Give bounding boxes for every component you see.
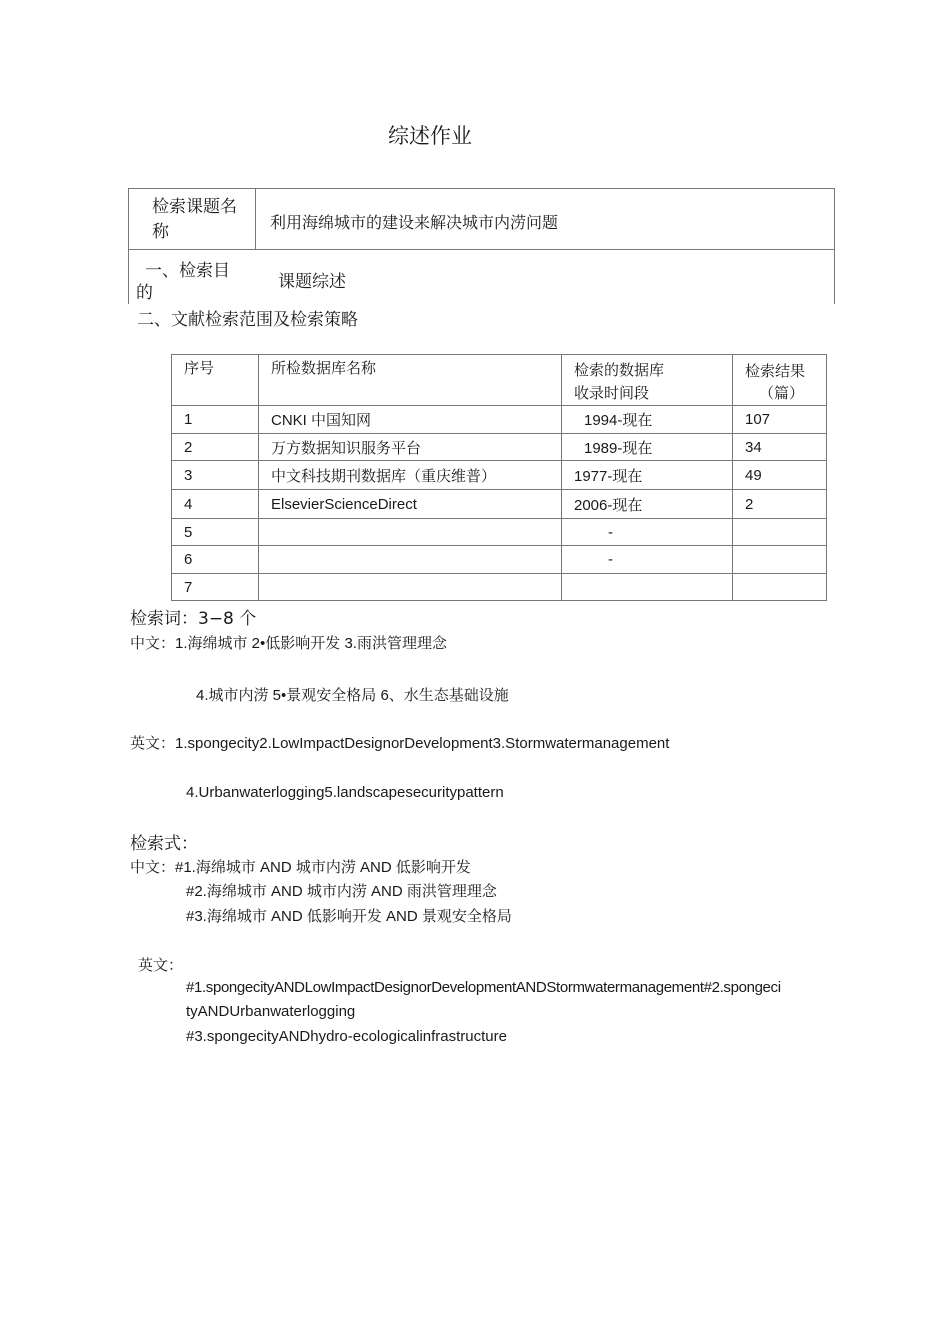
query-zh-3: #3.海绵城市 AND 低影响开发 AND 景观安全格局 — [186, 908, 512, 925]
purpose-label: 一、检索目 — [145, 261, 230, 281]
cell-period: - — [562, 546, 733, 574]
cell-result — [733, 574, 827, 601]
page-title: 综述作业 — [388, 124, 472, 148]
query-en-2: tyANDUrbanwaterlogging — [186, 1003, 356, 1020]
cell-no: 6 — [172, 546, 259, 574]
query-en-label: 英文： — [138, 957, 184, 974]
keywords-en-line1: 英文：1.spongecity2.LowImpactDesignorDevelopment3.Stormwatermanagement — [130, 735, 670, 752]
table-row — [172, 490, 827, 519]
topic-label-cont: 称 — [152, 222, 169, 242]
header-result — [733, 355, 827, 406]
cell-name: 中文科技期刊数据库（重庆维普） — [259, 461, 562, 490]
table-row — [172, 519, 827, 546]
header-name: 所检数据库名称 — [259, 355, 562, 406]
section-heading: 二、文献检索范围及检索策略 — [137, 310, 358, 330]
table-header-row — [172, 355, 827, 406]
query-en-3: #3.spongecityANDhydro-ecologicalinfrastructure — [186, 1028, 507, 1045]
cell-name: CNKI 中国知网 — [259, 406, 562, 434]
query-zh-1: 中文：#1.海绵城市 AND 城市内涝 AND 低影响开发 — [130, 859, 471, 876]
cell-period: 1977-现在 — [562, 461, 733, 490]
cell-no: 1 — [172, 406, 259, 434]
keywords-en-line2: 4.Urbanwaterlogging5.landscapesecuritypattern — [186, 784, 504, 801]
purpose-value: 课题综述 — [278, 272, 346, 292]
keywords-heading: 检索词：3−8 个 — [130, 609, 257, 629]
cell-name — [259, 546, 562, 574]
database-table — [171, 354, 827, 601]
cell-result: 2 — [733, 490, 827, 519]
topic-value: 利用海绵城市的建设来解决城市内涝问题 — [270, 213, 559, 232]
cell-period: 1989-现在 — [562, 434, 733, 461]
cell-result — [733, 519, 827, 546]
table-row — [172, 461, 827, 490]
cell-result: 49 — [733, 461, 827, 490]
cell-no: 3 — [172, 461, 259, 490]
cell-no: 7 — [172, 574, 259, 601]
cell-period: - — [562, 519, 733, 546]
header-period-line1: 检索的数据库 — [574, 362, 665, 379]
header-result-line1: 检索结果 — [745, 363, 806, 380]
table-row — [172, 574, 827, 601]
cell-period: 2006-现在 — [562, 490, 733, 519]
table-row — [172, 406, 827, 434]
cell-result: 107 — [733, 406, 827, 434]
header-period — [562, 355, 733, 406]
keywords-zh-line1: 中文：1.海绵城市 2•低影响开发 3.雨洪管理理念 — [130, 635, 447, 652]
cell-no: 5 — [172, 519, 259, 546]
table-row — [172, 546, 827, 574]
topic-label: 检索课题名 — [152, 197, 237, 217]
query-zh-2: #2.海绵城市 AND 城市内涝 AND 雨洪管理理念 — [186, 883, 497, 900]
header-period-line2: 收录时间段 — [574, 385, 650, 402]
cell-period — [562, 574, 733, 601]
divider — [255, 189, 256, 249]
header-no: 序号 — [172, 355, 259, 406]
cell-name — [259, 519, 562, 546]
cell-result: 34 — [733, 434, 827, 461]
cell-result — [733, 546, 827, 574]
divider — [129, 249, 834, 250]
queries-heading: 检索式： — [130, 834, 198, 854]
cell-name: 万方数据知识服务平台 — [259, 434, 562, 461]
cell-name: ElsevierScienceDirect — [259, 490, 562, 519]
header-result-line2: （篇） — [759, 385, 805, 402]
keywords-zh-line2: 4.城市内涝 5•景观安全格局 6、水生态基础设施 — [196, 687, 509, 704]
cell-no: 2 — [172, 434, 259, 461]
query-en-1: #1.spongecityANDLowImpactDesignorDevelopmentANDStormwatermanagement#2.spongeci — [186, 979, 781, 996]
cell-no: 4 — [172, 490, 259, 519]
table-row — [172, 434, 827, 461]
cell-period: 1994-现在 — [562, 406, 733, 434]
purpose-label-cont: 的 — [136, 283, 153, 303]
cell-name — [259, 574, 562, 601]
